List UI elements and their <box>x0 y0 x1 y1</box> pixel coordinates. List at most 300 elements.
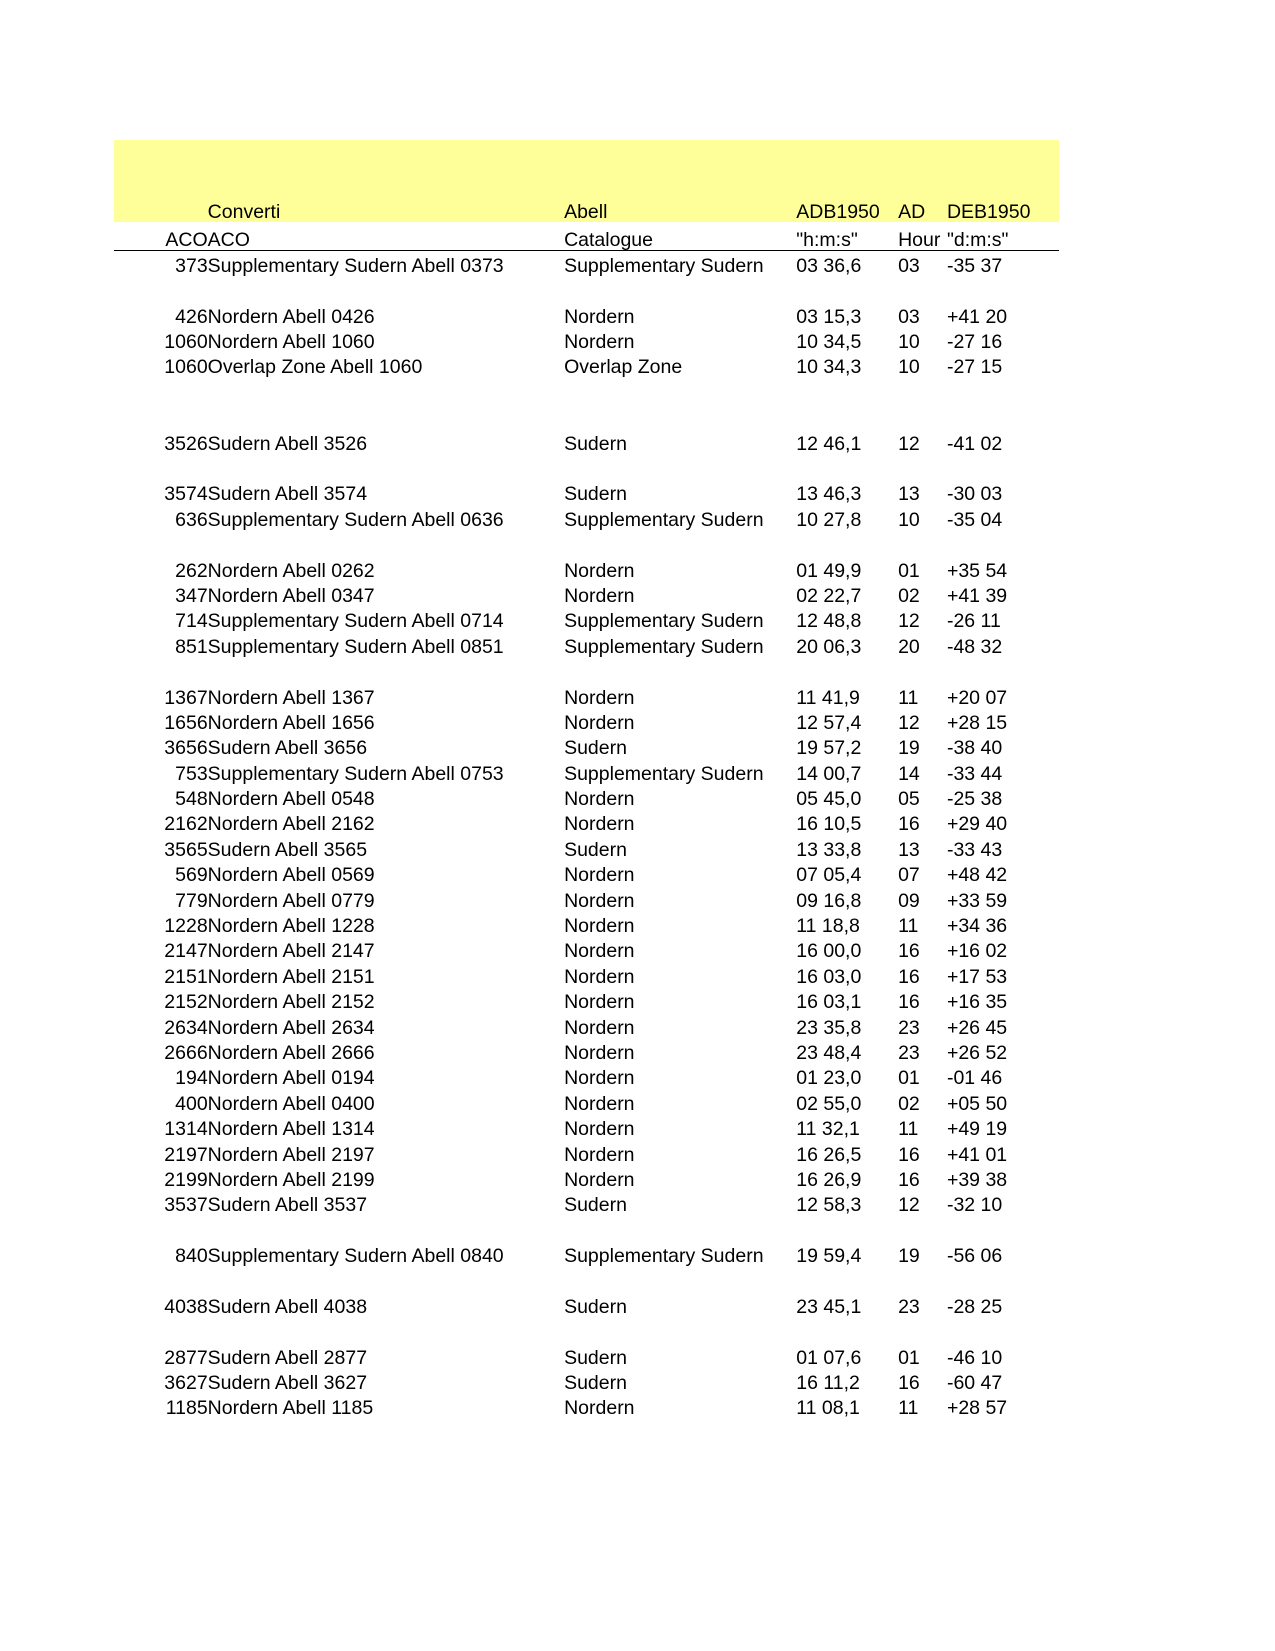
spacer-cell-adb <box>796 140 898 188</box>
table-gap-row <box>114 403 1059 428</box>
cell-aco: 3565 <box>164 838 208 861</box>
cell-abell: Nordern <box>564 305 635 328</box>
cell-deb1950: +05 50 <box>946 1092 1008 1115</box>
table-row[interactable] <box>114 1089 1059 1114</box>
cell-aco: 753 <box>175 762 208 785</box>
cell-abell: Nordern <box>564 1143 635 1166</box>
cell-converti: Nordern Abell 2634 <box>207 1016 375 1039</box>
cell-adb1950: 03 36,6 <box>796 254 862 277</box>
table-row[interactable] <box>114 1241 1059 1266</box>
gap-cell <box>898 1267 947 1292</box>
cell-deb1950: -46 10 <box>946 1346 1003 1369</box>
cell-adb1950: 16 26,5 <box>796 1143 862 1166</box>
table-row[interactable] <box>114 251 1059 277</box>
gap-cell <box>898 530 947 555</box>
table-row[interactable] <box>114 1114 1059 1139</box>
table-row[interactable] <box>114 1064 1059 1089</box>
cell-converti: Nordern Abell 2199 <box>207 1168 375 1191</box>
cell-converti: Nordern Abell 1656 <box>207 711 375 734</box>
table-row[interactable] <box>114 505 1059 530</box>
gap-cell <box>208 1267 564 1292</box>
cell-deb1950: -30 03 <box>946 483 1003 506</box>
gap-cell <box>796 454 898 479</box>
cell-converti: Sudern Abell 3574 <box>207 483 368 506</box>
cell-ad: 12 <box>898 610 920 633</box>
cell-abell: Nordern <box>564 711 635 734</box>
table-gap-row <box>114 530 1059 555</box>
table-row[interactable] <box>114 1038 1059 1063</box>
cell-converti: Nordern Abell 1228 <box>207 915 375 938</box>
cell-abell: Sudern <box>564 483 627 506</box>
table-header-row-1 <box>114 188 1059 222</box>
cell-adb1950: 19 59,4 <box>796 1245 862 1268</box>
table-row[interactable] <box>114 683 1059 708</box>
cell-converti: Nordern Abell 0548 <box>207 788 375 811</box>
cell-abell: Nordern <box>564 1397 635 1420</box>
cell-converti: Nordern Abell 1367 <box>207 686 375 709</box>
cell-converti: Nordern Abell 1314 <box>207 1118 375 1141</box>
cell-converti: Sudern Abell 4038 <box>207 1295 368 1318</box>
cell-ad: 23 <box>898 1016 920 1039</box>
cell-converti: Nordern Abell 2666 <box>207 1042 375 1064</box>
cell-converti: Supplementary Sudern Abell 0714 <box>207 610 504 633</box>
cell-adb1950: 23 35,8 <box>796 1016 862 1039</box>
table-row[interactable] <box>114 1394 1059 1419</box>
table-row[interactable] <box>114 886 1059 911</box>
cell-adb1950: 10 27,8 <box>796 508 862 531</box>
cell-abell: Supplementary Sudern <box>564 635 764 658</box>
gap-cell <box>947 454 1059 479</box>
gap-cell <box>114 530 208 555</box>
cell-aco: 548 <box>175 788 208 811</box>
cell-ad: 23 <box>898 1042 920 1064</box>
cell-deb1950: -35 04 <box>946 508 1003 531</box>
cell-ad: 23 <box>898 1295 920 1318</box>
cell-deb1950: +16 02 <box>946 940 1008 963</box>
cell-adb1950: 01 07,6 <box>796 1346 862 1369</box>
cell-aco: 2151 <box>164 965 208 988</box>
table-row[interactable] <box>114 810 1059 835</box>
cell-converti: Sudern Abell 3656 <box>207 737 368 760</box>
cell-deb1950: +41 01 <box>946 1143 1008 1166</box>
table-row[interactable] <box>114 353 1059 378</box>
cell-aco: 2877 <box>164 1346 208 1369</box>
table-row[interactable] <box>114 632 1059 657</box>
cell-ad: 01 <box>898 1067 920 1090</box>
cell-ad: 07 <box>898 864 920 887</box>
cell-adb1950: 11 18,8 <box>796 915 860 938</box>
cell-aco: 1185 <box>165 1397 208 1420</box>
cell-aco: 714 <box>175 610 208 633</box>
table-row[interactable] <box>114 759 1059 784</box>
cell-deb1950: -28 25 <box>946 1295 1003 1318</box>
cell-converti: Nordern Abell 2162 <box>207 813 375 836</box>
table-row[interactable] <box>114 556 1059 581</box>
cell-deb1950: +16 35 <box>946 991 1008 1014</box>
cell-aco: 779 <box>175 889 208 912</box>
gap-cell <box>947 378 1059 403</box>
cell-deb1950: -26 11 <box>946 610 1001 633</box>
cell-deb1950: -56 06 <box>946 1245 1003 1268</box>
cell-ad: 16 <box>898 1168 920 1191</box>
table-row[interactable] <box>114 708 1059 733</box>
cell-adb1950: 14 00,7 <box>796 762 862 785</box>
cell-deb1950: -27 15 <box>946 356 1003 379</box>
gap-cell <box>898 276 947 301</box>
cell-ad: 19 <box>898 1245 920 1268</box>
spacer-cell-aco <box>114 140 208 188</box>
table-row[interactable] <box>114 1368 1059 1393</box>
cell-converti: Sudern Abell 3537 <box>207 1194 368 1217</box>
gap-cell <box>564 657 796 682</box>
cell-deb1950: -33 43 <box>946 838 1003 861</box>
gap-cell <box>564 1216 796 1241</box>
table-row[interactable] <box>114 835 1059 860</box>
cell-ad: 10 <box>898 331 920 354</box>
header-converti-1: Converti <box>207 200 281 223</box>
gap-cell <box>898 403 947 428</box>
cell-adb1950: 13 33,8 <box>796 838 862 861</box>
cell-abell: Nordern <box>564 331 635 354</box>
cell-abell: Supplementary Sudern <box>564 508 764 531</box>
gap-cell <box>898 1216 947 1241</box>
cell-abell: Nordern <box>564 1168 635 1191</box>
cell-aco: 1228 <box>164 915 208 938</box>
cell-adb1950: 12 48,8 <box>796 610 862 633</box>
cell-aco: 851 <box>175 635 208 658</box>
table-row[interactable] <box>114 581 1059 606</box>
cell-deb1950: +26 52 <box>946 1042 1008 1064</box>
cell-abell: Supplementary Sudern <box>564 610 764 633</box>
gap-cell <box>796 657 898 682</box>
cell-abell: Supplementary Sudern <box>564 254 764 277</box>
gap-cell <box>208 530 564 555</box>
header-adb1950-1: ADB1950 <box>796 200 880 223</box>
cell-deb1950: +41 39 <box>946 584 1008 607</box>
gap-cell <box>208 454 564 479</box>
cell-abell: Nordern <box>564 965 635 988</box>
cell-adb1950: 23 48,4 <box>796 1042 862 1064</box>
cell-aco: 3574 <box>164 483 208 506</box>
gap-cell <box>564 454 796 479</box>
table-row[interactable] <box>114 480 1059 505</box>
cell-ad: 16 <box>898 991 920 1014</box>
table-row[interactable] <box>114 1140 1059 1165</box>
cell-ad: 01 <box>898 1346 920 1369</box>
cell-abell: Sudern <box>564 737 627 760</box>
cell-converti: Sudern Abell 2877 <box>207 1346 368 1369</box>
cell-adb1950: 01 23,0 <box>796 1067 862 1090</box>
gap-cell <box>114 1216 208 1241</box>
table-gap-row <box>114 454 1059 479</box>
spacer-cell-abell <box>564 140 796 188</box>
cell-ad: 11 <box>898 686 919 709</box>
cell-ad: 11 <box>898 915 919 938</box>
gap-cell <box>796 1317 898 1342</box>
table-row[interactable] <box>114 606 1059 631</box>
cell-abell: Nordern <box>564 1016 635 1039</box>
cell-ad: 03 <box>898 305 920 328</box>
cell-converti: Nordern Abell 1185 <box>207 1397 374 1420</box>
cell-ad: 12 <box>898 432 920 455</box>
cell-converti: Supplementary Sudern Abell 0636 <box>207 508 504 531</box>
gap-cell <box>208 378 564 403</box>
cell-ad: 02 <box>898 1092 920 1115</box>
gap-cell <box>564 1267 796 1292</box>
cell-ad: 01 <box>898 559 920 582</box>
cell-ad: 16 <box>898 813 920 836</box>
cell-adb1950: 23 45,1 <box>796 1295 862 1318</box>
gap-cell <box>114 1317 208 1342</box>
cell-converti: Nordern Abell 2152 <box>207 991 375 1014</box>
table-row[interactable] <box>114 429 1059 454</box>
header-deb1950-1: DEB1950 <box>946 200 1031 223</box>
spacer-cell-conv <box>208 140 564 188</box>
cell-deb1950: +49 19 <box>946 1118 1008 1141</box>
cell-ad: 16 <box>898 940 920 963</box>
gap-cell <box>208 657 564 682</box>
cell-ad: 05 <box>898 788 920 811</box>
cell-converti: Nordern Abell 0569 <box>207 864 375 887</box>
cell-ad: 16 <box>898 1372 920 1395</box>
gap-cell <box>947 403 1059 428</box>
cell-abell: Nordern <box>564 940 635 963</box>
cell-adb1950: 07 05,4 <box>796 864 862 887</box>
header-abell-2: Catalogue <box>564 222 796 251</box>
cell-aco: 1314 <box>164 1118 208 1141</box>
gap-cell <box>564 530 796 555</box>
header-aco-1 <box>114 188 208 222</box>
table-row[interactable] <box>114 302 1059 327</box>
cell-adb1950: 02 22,7 <box>796 584 862 607</box>
cell-abell: Nordern <box>564 1118 635 1141</box>
cell-abell: Sudern <box>564 1194 627 1217</box>
table-row[interactable] <box>114 1343 1059 1368</box>
header-deb1950-2: "d:m:s" <box>947 222 1059 251</box>
gap-cell <box>796 276 898 301</box>
cell-deb1950: -60 47 <box>946 1372 1003 1395</box>
cell-aco: 373 <box>175 254 208 277</box>
cell-deb1950: -41 02 <box>946 432 1003 455</box>
cell-adb1950: 12 46,1 <box>796 432 862 455</box>
gap-cell <box>947 1267 1059 1292</box>
cell-deb1950: -01 46 <box>946 1067 1003 1090</box>
gap-cell <box>796 403 898 428</box>
cell-abell: Supplementary Sudern <box>564 1245 764 1268</box>
cell-abell: Nordern <box>564 584 635 607</box>
cell-abell: Nordern <box>564 686 635 709</box>
cell-aco: 1060 <box>164 356 208 379</box>
cell-deb1950: +29 40 <box>946 813 1008 836</box>
cell-ad: 12 <box>898 711 920 734</box>
gap-cell <box>564 378 796 403</box>
table-row[interactable] <box>114 1013 1059 1038</box>
cell-aco: 347 <box>175 584 208 607</box>
cell-converti: Supplementary Sudern Abell 0851 <box>207 635 504 658</box>
gap-cell <box>947 657 1059 682</box>
cell-abell: Overlap Zone <box>564 356 683 379</box>
gap-cell <box>208 1317 564 1342</box>
table-row[interactable] <box>114 911 1059 936</box>
cell-deb1950: +34 36 <box>946 915 1008 938</box>
cell-adb1950: 16 10,5 <box>796 813 862 836</box>
cell-abell: Sudern <box>564 432 627 455</box>
cell-ad: 16 <box>898 965 920 988</box>
cell-aco: 2147 <box>164 940 208 963</box>
table-gap-row <box>114 1216 1059 1241</box>
cell-converti: Sudern Abell 3565 <box>207 838 368 861</box>
header-converti-2: ACO <box>208 222 564 251</box>
cell-abell: Sudern <box>564 1295 627 1318</box>
cell-aco: 3537 <box>164 1194 208 1217</box>
cell-ad: 10 <box>898 356 920 379</box>
gap-cell <box>796 1267 898 1292</box>
cell-ad: 11 <box>898 1397 919 1420</box>
cell-converti: Nordern Abell 1060 <box>207 331 375 354</box>
cell-adb1950: 16 26,9 <box>796 1168 862 1191</box>
cell-adb1950: 16 03,1 <box>796 991 862 1014</box>
table-row[interactable] <box>114 937 1059 962</box>
gap-cell <box>208 1216 564 1241</box>
table-gap-row <box>114 276 1059 301</box>
gap-cell <box>947 530 1059 555</box>
gap-cell <box>564 276 796 301</box>
cell-deb1950: -33 44 <box>946 762 1003 785</box>
cell-abell: Sudern <box>564 838 627 861</box>
cell-ad: 10 <box>898 508 920 531</box>
cell-converti: Nordern Abell 0347 <box>207 584 375 607</box>
header-abell-1: Abell <box>564 200 608 223</box>
cell-ad: 09 <box>898 889 920 912</box>
table-row[interactable] <box>114 1165 1059 1190</box>
cell-converti: Nordern Abell 0400 <box>207 1092 375 1115</box>
cell-deb1950: +33 59 <box>946 889 1008 912</box>
table-body <box>114 140 1059 1419</box>
gap-cell <box>947 276 1059 301</box>
cell-deb1950: -48 32 <box>946 635 1003 658</box>
cell-abell: Nordern <box>564 559 635 582</box>
table-row[interactable] <box>114 327 1059 352</box>
spacer-cell-deb <box>947 140 1059 188</box>
cell-adb1950: 02 55,0 <box>796 1092 862 1115</box>
cell-ad: 12 <box>898 1194 920 1217</box>
header-aco-2: ACO <box>114 222 208 251</box>
cell-aco: 569 <box>175 864 208 887</box>
cell-deb1950: -25 38 <box>946 788 1003 811</box>
cell-adb1950: 10 34,3 <box>796 356 862 379</box>
cell-ad: 02 <box>898 584 920 607</box>
gap-cell <box>208 403 564 428</box>
cell-converti: Nordern Abell 2151 <box>207 965 375 988</box>
cell-deb1950: +41 20 <box>946 305 1008 328</box>
cell-ad: 20 <box>898 635 920 658</box>
cell-adb1950: 10 34,5 <box>796 331 862 354</box>
gap-cell <box>114 403 208 428</box>
gap-cell <box>114 276 208 301</box>
gap-cell <box>796 378 898 403</box>
cell-aco: 2199 <box>164 1168 208 1191</box>
cell-ad: 11 <box>898 1118 919 1141</box>
cell-abell: Nordern <box>564 915 635 938</box>
cell-deb1950: +17 53 <box>946 965 1008 988</box>
gap-cell <box>898 1317 947 1342</box>
cell-deb1950: +35 54 <box>946 559 1008 582</box>
cell-adb1950: 16 11,2 <box>796 1372 860 1395</box>
table-row[interactable] <box>114 733 1059 758</box>
cell-ad: 19 <box>898 737 920 760</box>
gap-cell <box>898 657 947 682</box>
table-gap-row <box>114 1267 1059 1292</box>
abell-catalogue-table <box>114 140 1059 1419</box>
header-adb1950-2: "h:m:s" <box>796 222 898 251</box>
table-row[interactable] <box>114 962 1059 987</box>
table-row[interactable] <box>114 987 1059 1012</box>
cell-aco: 2152 <box>164 991 208 1014</box>
cell-deb1950: -35 37 <box>946 254 1003 277</box>
cell-deb1950: -38 40 <box>946 737 1003 760</box>
cell-adb1950: 19 57,2 <box>796 737 862 760</box>
cell-aco: 2666 <box>164 1042 208 1064</box>
gap-cell <box>114 454 208 479</box>
cell-converti: Supplementary Sudern Abell 0373 <box>207 254 504 277</box>
cell-adb1950: 20 06,3 <box>796 635 862 658</box>
table-row[interactable] <box>114 1292 1059 1317</box>
cell-adb1950: 05 45,0 <box>796 788 862 811</box>
table-gap-row <box>114 378 1059 403</box>
cell-deb1950: -32 10 <box>946 1194 1003 1217</box>
cell-adb1950: 16 03,0 <box>796 965 862 988</box>
table-row[interactable] <box>114 860 1059 885</box>
cell-adb1950: 16 00,0 <box>796 940 862 963</box>
cell-adb1950: 12 57,4 <box>796 711 862 734</box>
cell-adb1950: 03 15,3 <box>796 305 862 328</box>
gap-cell <box>898 378 947 403</box>
cell-aco: 426 <box>175 305 208 328</box>
cell-aco: 1367 <box>164 686 208 709</box>
gap-cell <box>796 530 898 555</box>
cell-abell: Nordern <box>564 813 635 836</box>
gap-cell <box>947 1216 1059 1241</box>
cell-aco: 840 <box>175 1245 208 1268</box>
header-ad-2: Hour <box>898 222 947 251</box>
cell-deb1950: +28 15 <box>946 711 1008 734</box>
cell-adb1950: 12 58,3 <box>796 1194 862 1217</box>
cell-converti: Nordern Abell 2147 <box>207 940 375 963</box>
table-row[interactable] <box>114 1190 1059 1215</box>
cell-adb1950: 11 32,1 <box>796 1118 860 1141</box>
gap-cell <box>114 657 208 682</box>
cell-ad: 03 <box>898 254 920 277</box>
cell-abell: Sudern <box>564 1346 627 1369</box>
cell-aco: 636 <box>175 508 208 531</box>
cell-deb1950: +26 45 <box>946 1016 1008 1039</box>
cell-ad: 14 <box>898 762 920 785</box>
table-gap-row <box>114 657 1059 682</box>
banner-spacer-row <box>114 140 1059 188</box>
cell-converti: Nordern Abell 0262 <box>207 559 375 582</box>
cell-ad: 16 <box>898 1143 920 1166</box>
gap-cell <box>564 1317 796 1342</box>
cell-aco: 1656 <box>164 711 208 734</box>
cell-aco: 3526 <box>164 432 208 455</box>
cell-aco: 2197 <box>164 1143 208 1166</box>
cell-deb1950: +39 38 <box>946 1168 1008 1191</box>
cell-converti: Sudern Abell 3526 <box>207 432 368 455</box>
cell-aco: 3627 <box>164 1372 208 1395</box>
cell-abell: Nordern <box>564 889 635 912</box>
table-row[interactable] <box>114 784 1059 809</box>
cell-adb1950: 11 08,1 <box>796 1397 860 1420</box>
